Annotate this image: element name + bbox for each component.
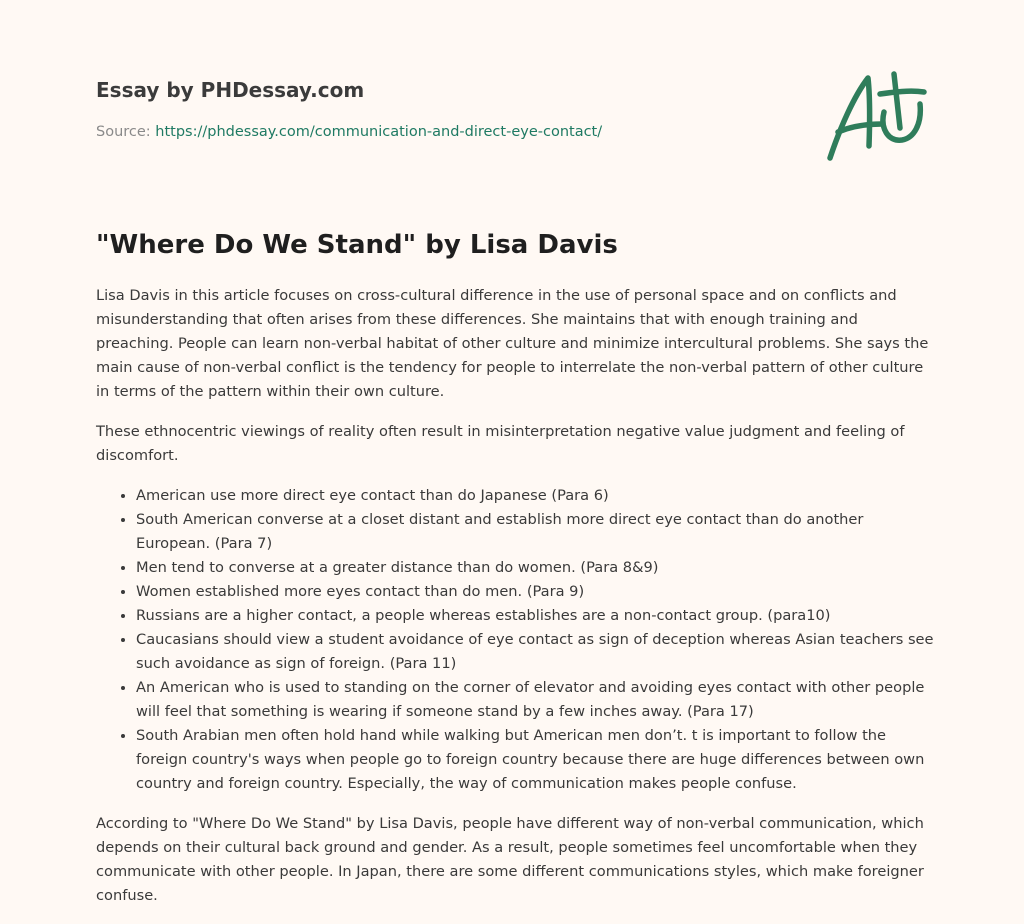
- a-plus-logo: [822, 66, 930, 166]
- closing-paragraph: According to "Where Do We Stand" by Lisa Davis, people have different way of non-verbal communication, which depends on their cultural back ground and gender. As a result, people sometimes feel uncomfortable when they communicate with other people. In Japan, there are some different communications styles, which make foreigner confuse.: [96, 815, 924, 904]
- essay-title: "Where Do We Stand" by Lisa Davis: [96, 230, 618, 260]
- list-item: • Women established more eyes contact than do men. (Para 9): [136, 580, 934, 604]
- page-header: [96, 76, 796, 142]
- list-item: • An American who is used to standing on the corner of elevator and avoiding eyes contact with other people will feel that something is wearing if someone stand by a few inches away. (Para 17): [136, 676, 934, 724]
- ethnocentric-paragraph: These ethnocentric viewings of reality often result in misinterpretation negative value judgment and feeling of discomfort.: [96, 423, 905, 464]
- essay-body: [96, 284, 934, 924]
- list-item: • South Arabian men often hold hand while walking but American men don’t. t is important to follow the foreign country's ways when people go to foreign country because there are huge differences between own country and foreign country. Especially, the way of communication makes people confuse.: [136, 724, 934, 796]
- list-item: • Men tend to converse at a greater distance than do women. (Para 8&9): [136, 556, 934, 580]
- source-link[interactable]: https://phdessay.com/communication-and-direct-eye-contact/: [155, 124, 603, 140]
- list-item: • Caucasians should view a student avoidance of eye contact as sign of deception whereas Asian teachers see such avoidance as sign of foreign. (Para 11): [136, 628, 934, 676]
- list-item: • American use more direct eye contact than do Japanese (Para 6): [136, 484, 934, 508]
- site-brand: Essay by PHDessay.com: [96, 78, 365, 102]
- list-item: • Russians are a higher contact, a people whereas establishes are a non-contact group. (para10): [136, 604, 934, 628]
- observations-list: [96, 484, 934, 796]
- source-label: Source:: [96, 124, 156, 140]
- source-line: [96, 122, 796, 142]
- list-item: • South American converse at a closet distant and establish more direct eye contact than do another European. (Para 7): [136, 508, 934, 556]
- intro-paragraph: Lisa Davis in this article focuses on cross-cultural difference in the use of personal space and on conflicts and misunderstanding that often arises from these differences. She maintains that with enough training and preaching. People can learn non-verbal habitat of other culture and minimize intercultural problems. She says the main cause of non-verbal conflict is the tendency for people to interrelate the non-verbal pattern of other culture in terms of the pattern within their own culture.: [96, 287, 929, 400]
- a-plus-logo-icon: [822, 66, 930, 166]
